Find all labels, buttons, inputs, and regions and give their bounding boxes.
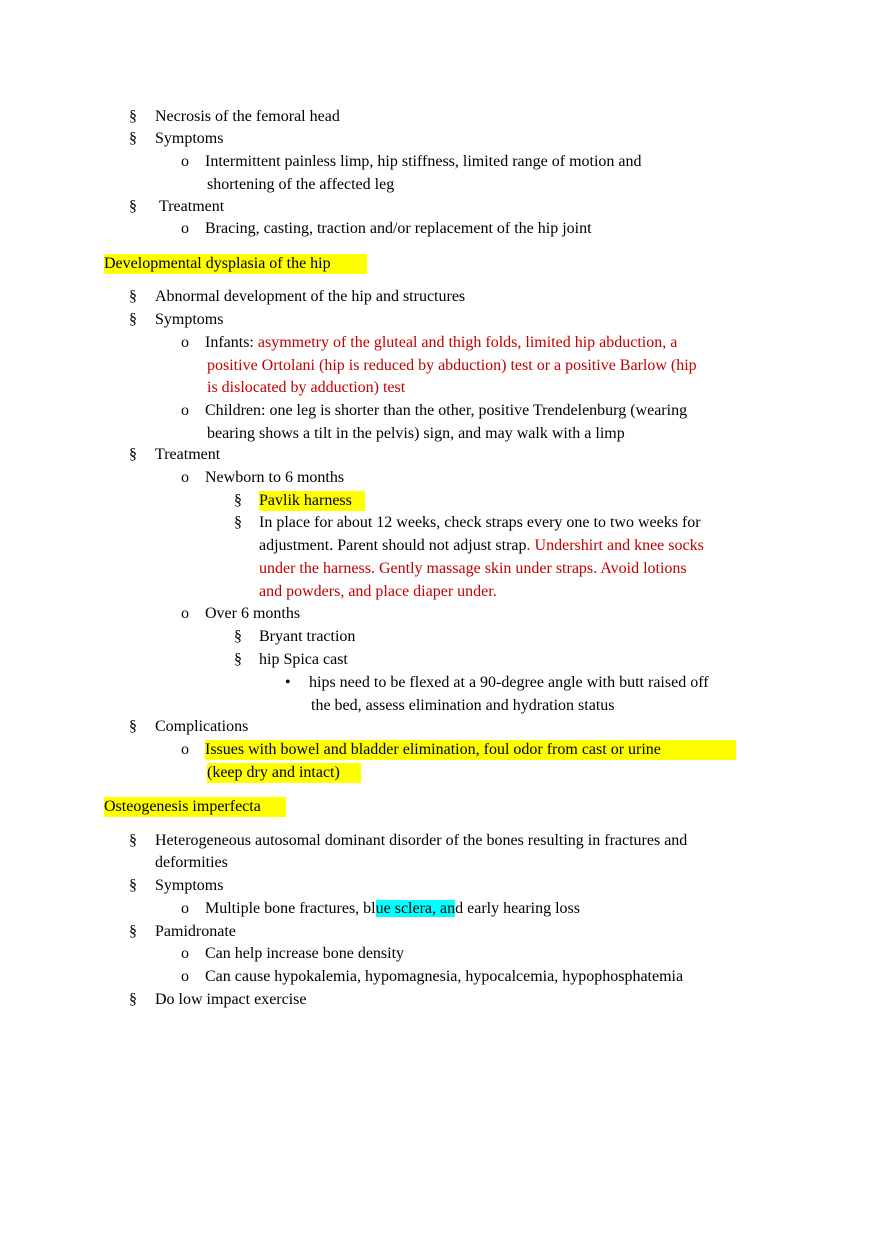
section-heading-oi: Osteogenesis imperfecta bbox=[104, 797, 286, 817]
section-bullet: § bbox=[129, 832, 137, 849]
necrosis-text: Necrosis of the femoral head bbox=[155, 108, 340, 125]
symptoms-label: Symptoms bbox=[155, 130, 224, 147]
section-heading-ddh: Developmental dysplasia of the hip bbox=[104, 254, 367, 274]
section-bullet: § bbox=[234, 514, 242, 531]
pavlik-care-red: under the harness. Gently massage skin under straps. Avoid lotions bbox=[259, 560, 687, 577]
dot-bullet: • bbox=[285, 674, 291, 691]
treatment-item: Bracing, casting, traction and/or replacement of the hip joint bbox=[205, 220, 592, 237]
oi-definition: Heterogeneous autosomal dominant disorder of the bones resulting in fractures and bbox=[155, 832, 688, 849]
children-line: Children: one leg is shorter than the other, positive Trendelenburg (wearing bbox=[205, 402, 688, 419]
pavlik-care-line: In place for about 12 weeks, check straps every one to two weeks for bbox=[259, 514, 701, 531]
section-bullet: § bbox=[129, 877, 137, 894]
sub-bullet: o bbox=[181, 402, 189, 419]
oi-symptom-text: d early hearing loss bbox=[455, 900, 580, 917]
section-bullet: § bbox=[129, 130, 137, 147]
section-bullet: § bbox=[129, 718, 137, 735]
infants-label: Infants: bbox=[205, 334, 258, 351]
sub-bullet: o bbox=[181, 741, 189, 758]
exercise-item: Do low impact exercise bbox=[155, 991, 307, 1008]
pavlik-harness: Pavlik harness bbox=[259, 491, 365, 511]
over6-label: Over 6 months bbox=[205, 605, 301, 622]
section-bullet: § bbox=[129, 991, 137, 1008]
sub-bullet: o bbox=[181, 945, 189, 962]
sub-bullet: o bbox=[181, 605, 189, 622]
complications-highlight: Issues with bowel and bladder elimination, foul odor from cast or urine bbox=[205, 740, 736, 760]
pamidronate-label: Pamidronate bbox=[155, 923, 236, 940]
complications-label: Complications bbox=[155, 718, 249, 735]
pamidronate-side-effects: Can cause hypokalemia, hypomagnesia, hypocalcemia, hypophosphatemia bbox=[205, 968, 684, 985]
treatment-label: Treatment bbox=[155, 446, 221, 463]
bryant-traction: Bryant traction bbox=[259, 628, 356, 645]
spica-care-line: the bed, assess elimination and hydration status bbox=[311, 697, 615, 714]
pamidronate-benefit: Can help increase bone density bbox=[205, 945, 405, 962]
infants-findings: positive Ortolani (hip is reduced by abduction) test or a positive Barlow (hip bbox=[207, 357, 697, 374]
section-bullet: § bbox=[129, 288, 137, 305]
infants-findings: is dislocated by adduction) test bbox=[207, 379, 406, 396]
sub-bullet: o bbox=[181, 334, 189, 351]
symptom-line: Intermittent painless limp, hip stiffness, limited range of motion and bbox=[205, 153, 642, 170]
section-bullet: § bbox=[129, 108, 137, 125]
spica-care-line: hips need to be flexed at a 90-degree angle with butt raised off bbox=[309, 674, 709, 691]
section-bullet: § bbox=[234, 492, 242, 509]
children-line: bearing shows a tilt in the pelvis) sign, and may walk with a limp bbox=[207, 425, 625, 442]
sub-bullet: o bbox=[181, 153, 189, 170]
infants-findings: asymmetry of the gluteal and thigh folds, limited hip abduction, a bbox=[257, 334, 678, 351]
pavlik-care-line bbox=[259, 536, 704, 556]
section-bullet: § bbox=[234, 651, 242, 668]
pavlik-care-red: . Undershirt and knee socks bbox=[526, 537, 704, 554]
sub-bullet: o bbox=[181, 220, 189, 237]
complications-highlight: (keep dry and intact) bbox=[207, 763, 361, 783]
section-bullet: § bbox=[129, 923, 137, 940]
ddh-definition: Abnormal development of the hip and structures bbox=[155, 288, 466, 305]
sub-bullet: o bbox=[181, 968, 189, 985]
oi-symptom-cyan-highlight: ue sclera, an bbox=[375, 900, 456, 917]
sub-bullet: o bbox=[181, 469, 189, 486]
section-bullet: § bbox=[129, 198, 137, 215]
oi-symptom-text: Multiple bone fractures, bl bbox=[205, 900, 376, 917]
oi-symptom-line bbox=[205, 899, 580, 919]
pavlik-care-text: adjustment. Parent should not adjust strap bbox=[259, 537, 527, 554]
newborn-label: Newborn to 6 months bbox=[205, 469, 345, 486]
symptom-line: shortening of the affected leg bbox=[207, 176, 395, 193]
spica-cast: hip Spica cast bbox=[259, 651, 348, 668]
treatment-label: Treatment bbox=[159, 198, 225, 215]
sub-bullet: o bbox=[181, 900, 189, 917]
section-bullet: § bbox=[234, 628, 242, 645]
section-bullet: § bbox=[129, 446, 137, 463]
pavlik-care-red: and powders, and place diaper under. bbox=[259, 583, 497, 600]
symptoms-label: Symptoms bbox=[155, 877, 224, 894]
oi-definition: deformities bbox=[155, 854, 228, 871]
section-bullet: § bbox=[129, 311, 137, 328]
symptoms-label: Symptoms bbox=[155, 311, 224, 328]
infants-line bbox=[205, 333, 677, 353]
